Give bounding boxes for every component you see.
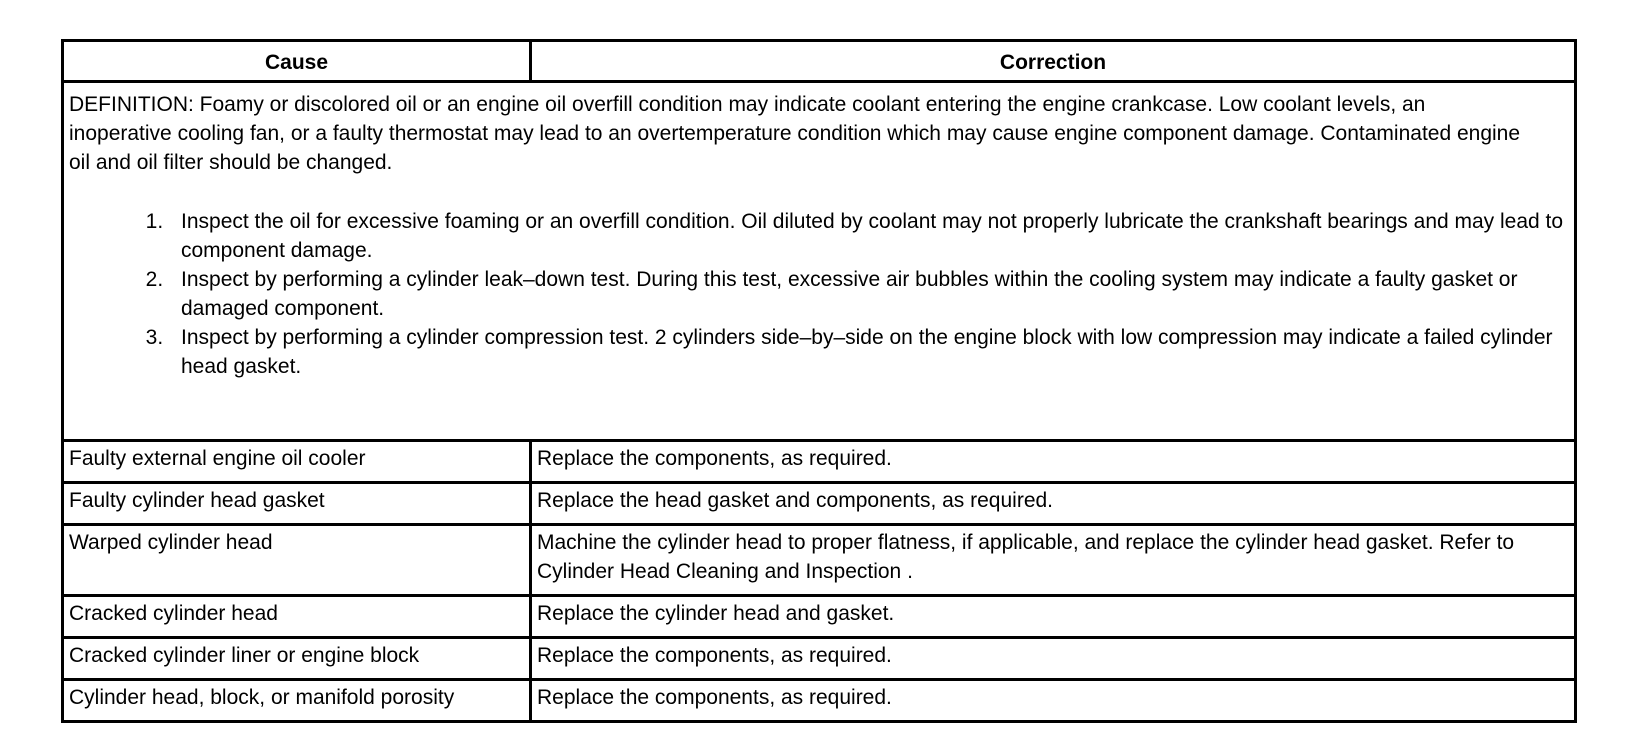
correction-cell: Replace the components, as required. xyxy=(531,441,1576,483)
inspection-step: 2. Inspect by performing a cylinder leak–down test. During this test, excessive air bubbles within the cooling system may indicate a faulty gasket or damaged component. xyxy=(169,265,1570,323)
table-row xyxy=(63,638,1576,680)
column-header-cause: Cause xyxy=(63,41,531,82)
cause-cell: Faulty cylinder head gasket xyxy=(63,483,531,525)
inspection-step: 1. Inspect the oil for excessive foaming or an overfill condition. Oil diluted by coolant may not properly lubricate the crankshaft bearings and may lead to component damage. xyxy=(169,207,1570,265)
cause-cell: Warped cylinder head xyxy=(63,525,531,596)
cause-cell: Cylinder head, block, or manifold porosity xyxy=(63,680,531,722)
table-row xyxy=(63,525,1576,596)
inspection-steps xyxy=(69,207,1570,381)
table-row xyxy=(63,441,1576,483)
table-row xyxy=(63,596,1576,638)
cause-cell: Faulty external engine oil cooler xyxy=(63,441,531,483)
correction-cell: Machine the cylinder head to proper flatness, if applicable, and replace the cylinder head gasket. Refer to Cylinder Head Cleaning and Inspection . xyxy=(531,525,1576,596)
cause-cell: Cracked cylinder head xyxy=(63,596,531,638)
diagnostic-table xyxy=(61,39,1577,723)
correction-cell: Replace the head gasket and components, as required. xyxy=(531,483,1576,525)
column-header-correction: Correction xyxy=(531,41,1576,82)
correction-cell: Replace the components, as required. xyxy=(531,638,1576,680)
cause-cell: Cracked cylinder liner or engine block xyxy=(63,638,531,680)
table-row xyxy=(63,680,1576,722)
definition-row xyxy=(63,82,1576,441)
inspection-step: 3. Inspect by performing a cylinder compression test. 2 cylinders side–by–side on the engine block with low compression may indicate a failed cylinder head gasket. xyxy=(169,323,1570,381)
definition-text: DEFINITION: Foamy or discolored oil or an engine oil overfill condition may indicate coolant entering the engine crankcase. Low coolant levels, an inoperative cooling fan, or a faulty thermostat may lead to an overtemperature condition which may cause engine component damage. Contaminated engine oil and oil filter should be changed. xyxy=(69,93,1521,174)
definition-cell xyxy=(63,82,1576,441)
correction-cell: Replace the cylinder head and gasket. xyxy=(531,596,1576,638)
correction-cell: Replace the components, as required. xyxy=(531,680,1576,722)
table-header-row xyxy=(63,41,1576,82)
table-row xyxy=(63,483,1576,525)
